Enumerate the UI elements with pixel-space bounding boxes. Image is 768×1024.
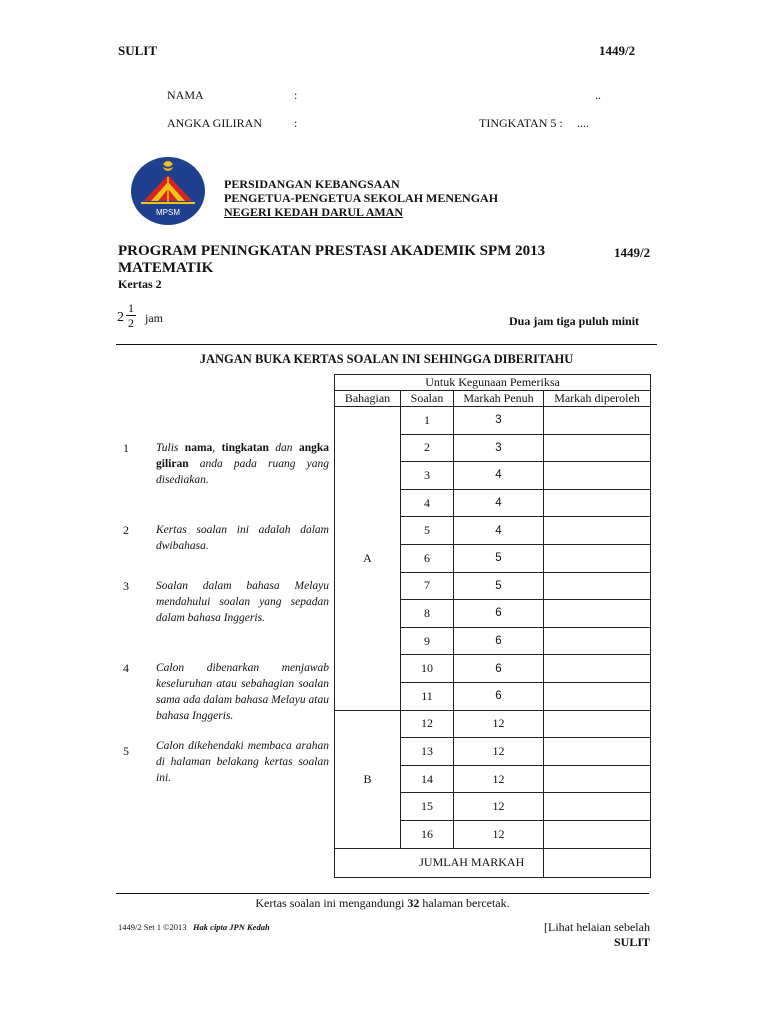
marks-obtained-cell [544,572,651,600]
question-number: 13 [401,738,454,766]
divider [116,344,657,345]
nama-label: NAMA [167,88,204,102]
section-a-label: A [335,407,401,711]
question-number: 3 [401,462,454,490]
question-number: 9 [401,627,454,655]
full-marks: 4 [454,517,544,545]
instruction-1: Tulis nama, tingkatan dan angka giliran anda pada ruang yang disediakan. [156,442,329,486]
marks-obtained-cell [544,655,651,683]
full-marks: 12 [454,793,544,821]
instruction-4: Calon dibenarkan menjawab keseluruhan atau sebahagian soalan sama ada dalam bahasa Melayu atau bahasa Inggeris. [156,662,329,722]
nama-dots: .. [595,88,601,102]
exam-code: 1449/2 [614,245,651,260]
classification-label: SULIT [118,43,158,58]
marks-obtained-cell [544,600,651,628]
footer-divider [116,893,649,894]
instruction-number: 2 [123,523,129,537]
marks-obtained-cell [544,765,651,793]
marks-obtained-cell [544,434,651,462]
time-denominator: 2 [128,316,134,330]
logo-text: MPSM [156,208,180,217]
full-marks: 4 [454,462,544,490]
next-page-note: [Lihat helaian sebelah [544,920,650,934]
org-line-1: PERSIDANGAN KEBANGSAAN [224,177,400,191]
column-header-markah-penuh: Markah Penuh [454,391,544,407]
table-row [335,407,651,435]
question-number: 4 [401,489,454,517]
time-unit: jam [145,311,163,325]
question-number: 10 [401,655,454,683]
tingkatan-dots: .... [577,116,589,130]
question-number: 8 [401,600,454,628]
footer-code: 1449/2 Set 1 ©2013 Hak cipta JPN Kedah [118,922,270,932]
full-marks: 5 [454,572,544,600]
instruction-number: 5 [123,744,129,758]
copyright: Hak cipta JPN Kedah [192,922,270,932]
full-marks: 6 [454,600,544,628]
full-marks: 6 [454,655,544,683]
marks-obtained-cell [544,489,651,517]
column-header-markah-diperoleh: Markah diperoleh [544,391,651,407]
marks-obtained-cell [544,738,651,766]
question-number: 11 [401,682,454,710]
org-line-2: PENGETUA-PENGETUA SEKOLAH MENENGAH [224,191,499,205]
instruction-2: Kertas soalan ini adalah dalam dwibahasa. [156,524,329,552]
question-number: 16 [401,820,454,848]
exam-title [118,243,545,277]
instruction-3: Soalan dalam bahasa Melayu mendahului soalan yang sepadan dalam bahasa Inggeris. [156,580,329,624]
question-number: 5 [401,517,454,545]
table-title: Untuk Kegunaan Pemeriksa [335,375,651,391]
full-marks: 3 [454,434,544,462]
marks-obtained-cell [544,517,651,545]
tingkatan-label: TINGKATAN 5 : [479,116,563,130]
full-marks: 12 [454,710,544,738]
marks-obtained-cell [544,793,651,821]
full-marks: 12 [454,820,544,848]
exam-title-line-1: PROGRAM PENINGKATAN PRESTASI AKADEMIK SPM 2013 [118,243,546,259]
page-count: 32 [407,896,420,910]
time-numerator: 1 [128,301,134,315]
column-header-bahagian: Bahagian [335,391,401,407]
marks-obtained-cell [544,682,651,710]
mpsm-logo [129,155,207,227]
full-marks: 6 [454,627,544,655]
paper-label: Kertas 2 [118,277,162,291]
question-number: 1 [401,407,454,435]
marks-obtained-cell [544,407,651,435]
marks-obtained-cell [544,710,651,738]
instruction-number: 3 [123,579,129,593]
question-number: 15 [401,793,454,821]
full-marks: 5 [454,544,544,572]
instruction-number: 1 [123,441,129,455]
warning-text: JANGAN BUKA KERTAS SOALAN INI SEHINGGA DIBERITAHU [199,352,574,366]
full-marks: 12 [454,765,544,793]
column-header-soalan: Soalan [401,391,454,407]
marks-obtained-cell [544,544,651,572]
exam-subject: MATEMATIK [118,260,214,276]
nama-colon: : [294,88,298,102]
marks-obtained-cell [544,820,651,848]
total-label: JUMLAH MARKAH [401,848,544,877]
question-number: 12 [401,710,454,738]
time-whole: 2 [117,310,124,325]
full-marks: 6 [454,682,544,710]
full-marks: 4 [454,489,544,517]
marks-obtained-cell [544,462,651,490]
org-line-3: NEGERI KEDAH DARUL AMAN [224,205,404,219]
paper-code: 1449/2 [599,43,636,58]
instruction-5: Calon dikehendaki membaca arahan di halaman belakang kertas soalan ini. [156,740,329,784]
full-marks: 3 [454,407,544,435]
total-spacer [335,848,401,877]
marks-obtained-cell [544,627,651,655]
question-number: 2 [401,434,454,462]
question-number: 14 [401,765,454,793]
full-marks: 12 [454,738,544,766]
section-b-label: B [335,710,401,848]
instruction-number: 4 [123,661,129,675]
angka-giliran-colon: : [294,116,298,130]
footer-classification: SULIT [614,935,651,949]
examiner-marks-table [334,374,651,878]
question-number: 7 [401,572,454,600]
page-count-note: Kertas soalan ini mengandungi 32 halaman bercetak. [255,896,510,910]
table-row [335,710,651,738]
angka-giliran-label: ANGKA GILIRAN [167,116,262,130]
duration-words: Dua jam tiga puluh minit [509,314,640,328]
total-marks-cell [544,848,651,877]
question-number: 6 [401,544,454,572]
time-fraction [126,301,136,330]
